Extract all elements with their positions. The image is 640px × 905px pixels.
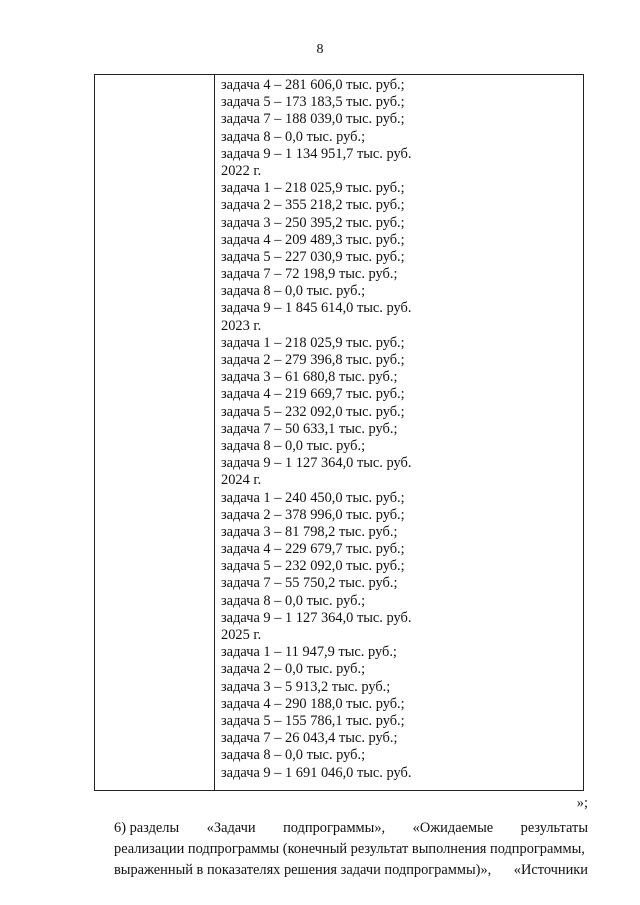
paragraph-line-2: реализации подпрограммы (конечный результат выполнения подпрограммы,	[114, 841, 585, 857]
year-heading: 2024 г.	[221, 472, 262, 489]
task-funding-line: задача 8 – 0,0 тыс. руб.;	[221, 283, 366, 300]
task-funding-line: задача 7 – 72 198,9 тыс. руб.;	[221, 266, 398, 283]
paragraph-word: подпрограммы»,	[283, 820, 386, 836]
task-funding-line: задача 9 – 1 845 614,0 тыс. руб.	[221, 300, 412, 317]
task-funding-line: задача 7 – 50 633,1 тыс. руб.;	[221, 420, 398, 437]
task-funding-line: задача 5 – 155 786,1 тыс. руб.;	[221, 712, 405, 729]
task-funding-line: задача 8 – 0,0 тыс. руб.;	[221, 747, 366, 764]
task-funding-line: задача 1 – 240 450,0 тыс. руб.;	[221, 489, 405, 506]
paragraph-word: выраженный в показателях решения задачи подпрограммы)»,	[114, 862, 492, 878]
task-funding-line: задача 1 – 11 947,9 тыс. руб.;	[221, 644, 397, 661]
task-funding-line: задача 2 – 279 396,8 тыс. руб.;	[221, 352, 405, 368]
task-funding-line: задача 3 – 5 913,2 тыс. руб.;	[221, 678, 391, 695]
task-funding-line: задача 5 – 227 030,9 тыс. руб.;	[221, 248, 405, 265]
paragraph-word: «Задачи	[206, 820, 256, 836]
table-left-column	[95, 75, 215, 790]
task-funding-line: задача 1 – 218 025,9 тыс. руб.;	[221, 334, 405, 351]
task-funding-line: задача 9 – 1 127 364,0 тыс. руб.	[221, 609, 412, 626]
year-heading: 2023 г.	[221, 317, 262, 334]
task-funding-line: задача 4 – 290 188,0 тыс. руб.;	[221, 695, 405, 712]
task-funding-line: задача 7 – 55 750,2 тыс. руб.;	[221, 575, 398, 592]
paragraph-word: 6) разделы	[114, 820, 180, 836]
paragraph-word: «Ожидаемые	[412, 820, 494, 836]
task-funding-line: задача 5 – 232 092,0 тыс. руб.;	[221, 403, 405, 420]
task-funding-line: задача 1 – 218 025,9 тыс. руб.;	[221, 180, 405, 197]
paragraph-line-3	[114, 860, 588, 881]
task-funding-line: задача 7 – 188 039,0 тыс. руб.;	[221, 111, 405, 128]
task-funding-line: задача 9 – 1 134 951,7 тыс. руб.	[221, 145, 412, 162]
task-funding-line: задача 4 – 229 679,7 тыс. руб.;	[221, 541, 405, 558]
paragraph-line-1	[114, 818, 588, 839]
paragraph-word: результаты	[520, 820, 588, 836]
paragraph-word: «Источники	[513, 862, 588, 878]
task-funding-line: задача 4 – 219 669,7 тыс. руб.;	[221, 386, 405, 403]
year-heading: 2025 г.	[221, 627, 262, 643]
task-funding-line: задача 9 – 1 127 364,0 тыс. руб.	[221, 455, 412, 472]
task-funding-line: задача 8 – 0,0 тыс. руб.;	[221, 437, 366, 454]
task-funding-line: задача 4 – 281 606,0 тыс. руб.;	[221, 77, 405, 93]
task-funding-line: задача 8 – 0,0 тыс. руб.;	[221, 128, 366, 145]
task-funding-line: задача 4 – 209 489,3 тыс. руб.;	[221, 231, 405, 248]
task-funding-line: задача 5 – 232 092,0 тыс. руб.;	[221, 558, 405, 575]
task-funding-line: задача 7 – 26 043,4 тыс. руб.;	[221, 730, 398, 747]
page-number: 8	[316, 42, 324, 57]
task-funding-line: задача 3 – 61 680,8 тыс. руб.;	[221, 369, 398, 386]
task-funding-line: задача 2 – 355 218,2 тыс. руб.;	[221, 197, 405, 214]
task-funding-line: задача 3 – 250 395,2 тыс. руб.;	[221, 214, 405, 231]
closing-quote-mark: »;	[576, 795, 588, 811]
task-funding-line: задача 8 – 0,0 тыс. руб.;	[221, 592, 366, 609]
year-heading: 2022 г.	[221, 162, 262, 179]
task-funding-line: задача 2 – 378 996,0 тыс. руб.;	[221, 506, 405, 523]
task-funding-line: задача 9 – 1 691 046,0 тыс. руб.	[221, 764, 412, 781]
task-funding-line: задача 2 – 0,0 тыс. руб.;	[221, 661, 366, 678]
task-funding-line: задача 3 – 81 798,2 тыс. руб.;	[221, 523, 398, 540]
table-right-column	[215, 75, 583, 790]
task-funding-line: задача 5 – 173 183,5 тыс. руб.;	[221, 94, 405, 111]
funding-table	[94, 74, 584, 791]
